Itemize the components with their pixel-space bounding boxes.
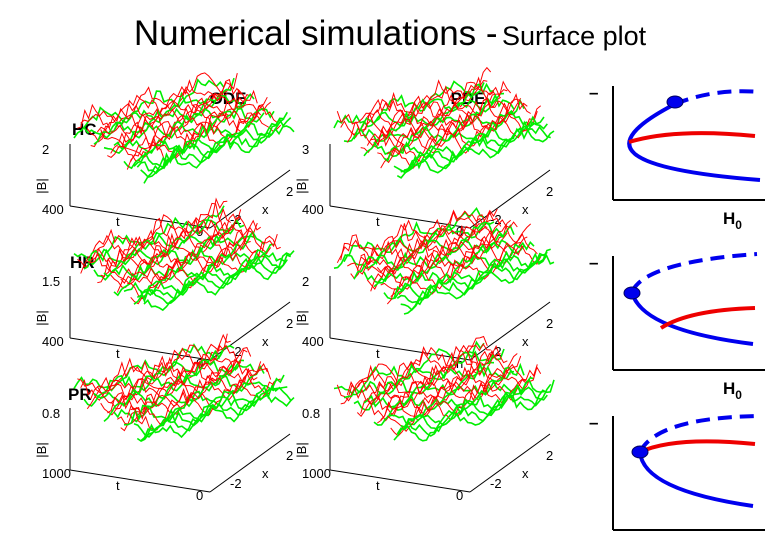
surface-plots <box>34 68 554 503</box>
t-axis-line <box>330 470 470 492</box>
t-origin-label: 0 <box>196 488 204 503</box>
diagram-x-label-main: H <box>723 209 736 228</box>
row-label-pr: PR <box>68 385 92 404</box>
z-axis-label: |B| <box>294 310 309 326</box>
bifurcation-diagrams <box>589 83 765 540</box>
z-tick-label: 2 <box>42 142 50 157</box>
oscillation-branch <box>629 133 755 142</box>
t-axis-label: t <box>116 478 120 493</box>
x-tick-label-min: -2 <box>230 476 242 491</box>
title-sub: Surface plot <box>502 21 647 51</box>
x-axis-label: x <box>262 334 269 349</box>
bifurcation-point <box>624 287 640 299</box>
x-tick-label-max: 2 <box>546 448 554 463</box>
x-tick-label-min: -2 <box>490 344 502 359</box>
x-axis-label: x <box>522 466 529 481</box>
surface-plot-hr-ode <box>34 199 294 371</box>
t-origin-label: 0 <box>456 224 464 239</box>
t-axis-line <box>330 338 470 360</box>
diagram-x-label-main: H <box>723 379 736 398</box>
unstable-branch-dashed <box>675 91 760 104</box>
green-trace <box>404 254 554 314</box>
surface-plot-hr-pde <box>294 208 554 371</box>
t-axis-label: t <box>376 346 380 361</box>
stable-branch <box>632 292 753 344</box>
t-origin-label: 0 <box>456 488 464 503</box>
row-label-hr: HR <box>70 253 95 272</box>
x-axis-label: x <box>262 202 269 217</box>
diagram-x-label <box>723 379 742 402</box>
t-axis-label: t <box>376 478 380 493</box>
x-tick-label-max: 2 <box>286 448 294 463</box>
x-axis-line <box>470 302 550 360</box>
unstable-branch-dashed <box>632 254 757 292</box>
t-axis-line <box>70 338 210 360</box>
z-tick-label: 3 <box>302 142 310 157</box>
green-trace <box>137 387 287 441</box>
x-tick-label-min: -2 <box>490 212 502 227</box>
t-tick-label: 400 <box>42 334 64 349</box>
z-axis-label: |B| <box>294 442 309 458</box>
x-axis-label: x <box>522 334 529 349</box>
z-axis-label: |B| <box>34 178 49 194</box>
t-origin-label: 0 <box>196 224 204 239</box>
bifurcation-diagram-1 <box>589 83 765 232</box>
z-tick-label: 2 <box>302 274 310 289</box>
diagram-tick-marker: – <box>589 253 599 272</box>
z-axis-label: |B| <box>34 442 49 458</box>
x-tick-label-min: -2 <box>230 344 242 359</box>
diagram-x-label-sub: 0 <box>735 218 742 232</box>
diagram-tick-marker: – <box>589 413 599 432</box>
t-tick-label: 1000 <box>42 466 71 481</box>
x-tick-label-min: -2 <box>490 476 502 491</box>
bifurcation-point <box>632 446 648 458</box>
x-axis-line <box>210 434 290 492</box>
t-axis-line <box>70 470 210 492</box>
x-axis-line <box>470 434 550 492</box>
column-header-ode: ODE <box>209 89 247 108</box>
t-axis-label: t <box>376 214 380 229</box>
x-tick-label-max: 2 <box>546 316 554 331</box>
z-tick-label: 0.8 <box>302 406 321 421</box>
x-axis-label: x <box>262 466 269 481</box>
bifurcation-diagram-3 <box>589 413 765 540</box>
title-main: Numerical simulations - <box>133 14 498 53</box>
x-axis-label: x <box>522 202 529 217</box>
surface-plot-pr-ode <box>34 334 294 503</box>
oscillation-branch <box>661 308 755 328</box>
x-tick-label-max: 2 <box>546 184 554 199</box>
t-tick-label: 400 <box>302 334 324 349</box>
t-origin-label: n <box>456 356 464 371</box>
z-tick-label: 0.8 <box>42 406 61 421</box>
x-tick-label-max: 2 <box>286 184 294 199</box>
stable-branch <box>640 452 753 506</box>
z-axis-label: |B| <box>294 178 309 194</box>
t-axis-label: t <box>116 346 120 361</box>
bifurcation-point <box>667 96 683 108</box>
row-label-hc: HC <box>72 120 97 139</box>
x-tick-label-min: -2 <box>230 212 242 227</box>
surface-plot-hc-pde <box>294 68 554 239</box>
t-origin-label: 0 <box>196 356 204 371</box>
x-tick-label-max: 2 <box>286 316 294 331</box>
diagram-tick-marker: – <box>589 83 599 102</box>
z-axis-label: |B| <box>34 310 49 326</box>
z-tick-label: 1.5 <box>42 274 61 289</box>
stable-branch <box>629 104 760 180</box>
x-axis-line <box>470 170 550 228</box>
t-axis-label: t <box>116 214 120 229</box>
column-header-pde: PDE <box>450 89 486 108</box>
surface-plot-pr-pde <box>294 337 554 504</box>
t-tick-label: 400 <box>302 202 324 217</box>
t-tick-label: 400 <box>42 202 64 217</box>
bifurcation-diagram-2 <box>589 253 765 402</box>
diagram-x-label <box>723 209 742 232</box>
oscillation-branch <box>640 441 755 452</box>
diagram-x-label-sub: 0 <box>735 388 742 402</box>
surface-plot-hc-ode <box>34 73 294 239</box>
t-tick-label: 1000 <box>302 466 331 481</box>
x-axis-line <box>210 170 290 228</box>
